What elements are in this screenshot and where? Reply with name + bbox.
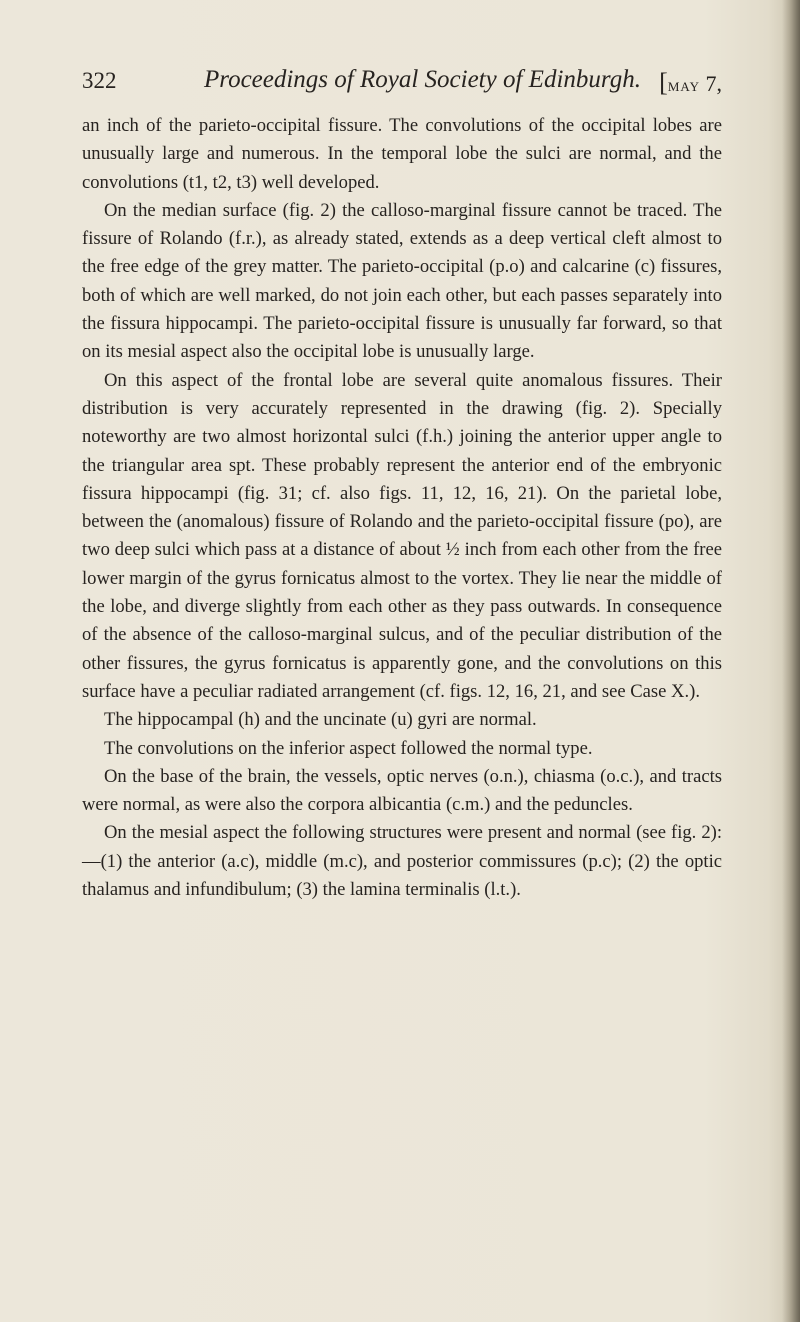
paragraph-5: The convolutions on the inferior aspect followed the normal type. — [104, 737, 593, 759]
body-text — [82, 112, 722, 904]
paragraph-6: On the base of the brain, the vessels, optic nerves (o.n.), chiasma (o.c.), and tracts were normal, as were also the corpora albicantia (c.m.) and the peduncles. — [82, 765, 722, 816]
header-date-bracket: [ — [659, 68, 668, 97]
header-date-day: 7, — [700, 71, 722, 96]
page-binding-edge — [782, 0, 800, 1322]
paragraph-7: On the mesial aspect the following structures were present and normal (see fig. 2):—(1) the anterior (a.c), middle (m.c), and posterior commissures (p.c); (2) the optic thalamus and infundibulum; (3) the lamina terminalis (l.t.). — [82, 822, 722, 901]
running-head — [82, 66, 722, 100]
header-date — [659, 68, 722, 98]
paragraph-4: The hippocampal (h) and the uncinate (u) gyri are normal. — [104, 709, 537, 731]
paragraph-1: an inch of the parieto-occipital fissure. The convolutions of the occipital lobes are unusually large and numerous. In the temporal lobe the sulci are normal, and the convolutions (t1, t2, t3) well developed. — [82, 115, 722, 193]
journal-title: Proceedings of Royal Society of Edinburgh. — [204, 66, 641, 93]
header-date-month: MAY — [667, 79, 700, 94]
page-number: 322 — [82, 68, 117, 93]
paragraph-3: On this aspect of the frontal lobe are several quite anomalous fissures. Their distribution is very accurately represented in the drawing (fig. 2). Specially noteworthy are two almost horizontal sulci (f.h.) joining the anterior upper angle to the triangular area spt. These probably represent the anterior end of the embryonic fissura hippocampi (fig. 31; cf. also figs. 11, 12, 16, 21). On the parietal lobe, between the (anomalous) fissure of Rolando and the parieto-occipital fissure (po), are two deep sulci which pass at a distance of about ½ inch from each other from the free lower margin of the gyrus fornicatus almost to the vortex. They lie near the middle of the lobe, and diverge slightly from each other as they pass outwards. In consequence of the absence of the calloso-marginal sulcus, and of the peculiar distribution of the other fissures, the gyrus fornicatus is apparently gone, and the convolutions on this surface have a peculiar radiated arrangement (cf. figs. 12, 16, 21, and see Case X.). — [82, 369, 722, 702]
paragraph-2: On the median surface (fig. 2) the calloso-marginal fissure cannot be traced. The fissure of Rolando (f.r.), as already stated, extends as a deep vertical cleft almost to the free edge of the grey matter. The parieto-occipital (p.o) and calcarine (c) fissures, both of which are well marked, do not join each other, but each passes separately into the fissura hippocampi. The parieto-occipital fissure is unusually far forward, so that on its mesial aspect also the occipital lobe is unusually large. — [82, 199, 722, 363]
